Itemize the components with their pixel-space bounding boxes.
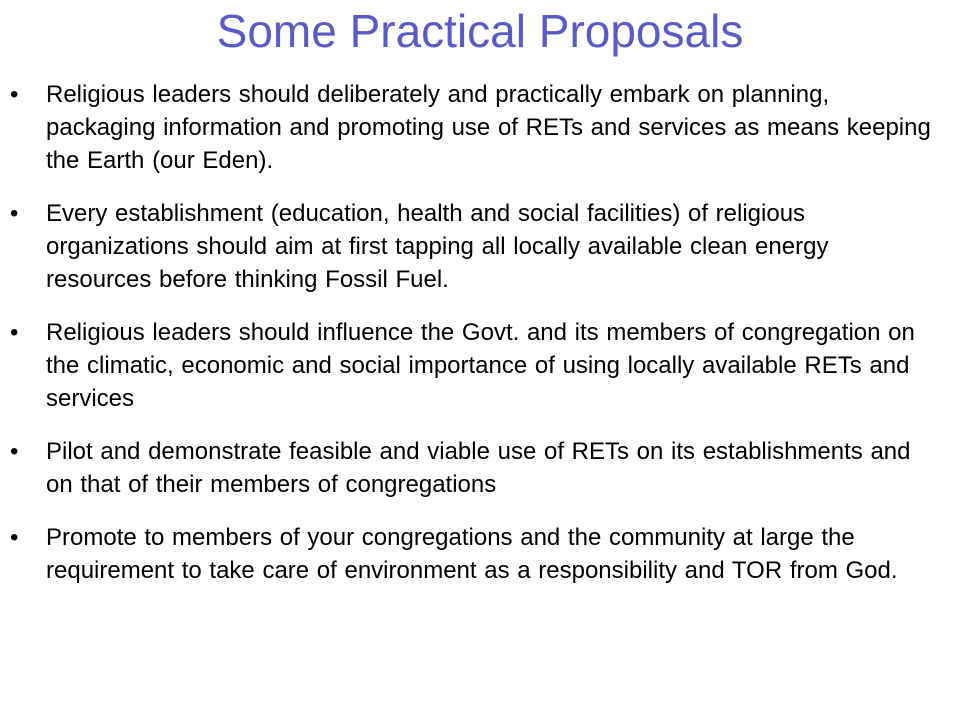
bullet-dot-icon: • <box>10 81 19 108</box>
bullet-item <box>10 197 934 296</box>
bullet-dot-icon: • <box>10 438 19 465</box>
bullet-text: Pilot and demonstrate feasible and viable use of RETs on its establishments and on that of their members of congregations <box>46 438 911 498</box>
bullet-item <box>10 316 934 415</box>
bullet-list <box>0 78 960 607</box>
bullet-dot-icon: • <box>10 524 19 551</box>
bullet-text: Every establishment (education, health and social facilities) of religious organizations should aim at first tapping all locally available clean energy resources before thinking Fossil Fuel. <box>46 200 829 293</box>
bullet-item <box>10 435 934 501</box>
slide-title: Some Practical Proposals <box>216 5 744 57</box>
bullet-text: Promote to members of your congregations and the community at large the requirement to take care of environment as a responsibility and TOR from God. <box>46 524 898 584</box>
bullet-text: Religious leaders should deliberately and practically embark on planning, packaging information and promoting use of RETs and services as means keeping the Earth (our Eden). <box>46 81 931 174</box>
bullet-item <box>10 521 934 587</box>
bullet-dot-icon: • <box>10 319 19 346</box>
bullet-item <box>10 78 934 177</box>
bullet-dot-icon: • <box>10 200 19 227</box>
bullet-text: Religious leaders should influence the Govt. and its members of congregation on the climatic, economic and social importance of using locally available RETs and services <box>46 319 915 412</box>
